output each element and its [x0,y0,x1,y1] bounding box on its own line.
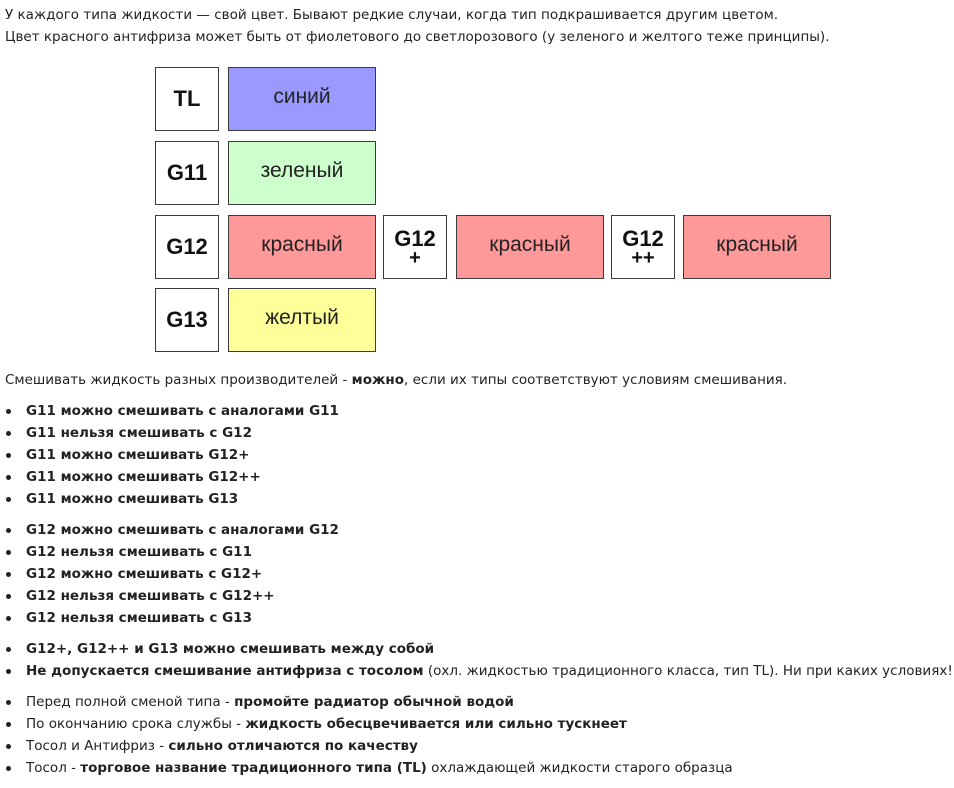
list-item: G11 можно смешивать G12+ [0,444,339,466]
tip-pre: По окончанию срока службы - [26,716,246,732]
color-label-g12plusplus: красный [716,233,798,256]
type-code-g12plus-label: G12 [394,226,436,251]
list-item [0,757,733,779]
list-item [0,660,953,682]
intro-line-1: У каждого типа жидкости — свой цвет. Бывают редкие случаи, когда тип подкрашивается другим цветом. [5,7,779,23]
tip-pre: Тосол - [26,760,81,776]
color-label-g13: желтый [265,306,339,329]
type-code-g13 [155,288,219,352]
tip-bold: промойте радиатор обычной водой [234,694,514,710]
list-item: G12 нельзя смешивать с G12++ [0,585,339,607]
list-item: G12 можно смешивать с аналогами G12 [0,519,339,541]
type-code-g11 [155,141,219,205]
color-swatch-g12 [228,215,376,279]
color-label-g12: красный [261,233,343,256]
tip-pre: Тосол и Антифриз - [26,738,169,754]
list-item [0,713,733,735]
color-swatch-tl [228,67,376,131]
tips-list [0,691,733,779]
mixing-pre: Смешивать жидкость разных производителей - [5,372,352,388]
tip-bold: сильно отличаются по качеству [168,738,418,754]
list-item-rest: (охл. жидкостью традиционного класса, тип TL). Ни при каких условиях! [423,663,953,679]
list-item: G12 можно смешивать с G12+ [0,563,339,585]
color-swatch-g12plusplus [683,215,831,279]
list-item: G11 можно смешивать G12++ [0,466,339,488]
g12-rules-list [0,519,339,629]
color-swatch-g13 [228,288,376,352]
intro-line-2: Цвет красного антифриза может быть от фиолетового до светлорозового (у зеленого и желтого теже принципы). [5,29,830,45]
type-code-g12plus [383,215,447,279]
type-code-tl [155,67,219,131]
type-code-g12plus-suffix: + [409,247,421,269]
list-item: G12 нельзя смешивать с G11 [0,541,339,563]
type-code-g11-label: G11 [166,160,208,185]
color-swatch-g12plus [456,215,604,279]
color-swatch-g11 [228,141,376,205]
type-code-g12-label: G12 [166,234,208,259]
misc-rules-list [0,638,953,682]
list-item: G11 можно смешивать G13 [0,488,339,510]
type-code-g13-label: G13 [166,307,208,332]
type-code-tl-label: TL [173,86,201,111]
list-item [0,691,733,713]
list-item: G11 можно смешивать с аналогами G11 [0,400,339,422]
type-code-g12plusplus-suffix: ++ [631,247,655,269]
list-item: G11 нельзя смешивать с G12 [0,422,339,444]
tip-bold: торговое название традиционного типа (TL) [80,760,427,776]
color-label-g12plus: красный [489,233,571,256]
mixing-paragraph [5,372,787,388]
type-code-g12 [155,215,219,279]
type-code-g12plusplus-label: G12 [622,226,664,251]
tip-bold: жидкость обесцвечивается или сильно тускнеет [245,716,627,732]
tip-post: охлаждающей жидкости старого образца [426,760,733,776]
tip-pre: Перед полной сменой типа - [26,694,235,710]
list-item-bold: Не допускается смешивание антифриза с тосолом [26,663,424,679]
list-item: G12+, G12++ и G13 можно смешивать между собой [0,638,953,660]
g11-rules-list [0,400,339,510]
color-label-g11: зеленый [260,159,344,182]
mixing-post: , если их типы соответствуют условиям смешивания. [404,372,788,388]
list-item: G12 нельзя смешивать с G13 [0,607,339,629]
type-code-g12plusplus [611,215,675,279]
mixing-bold: можно [351,372,405,388]
color-label-tl: синий [273,85,331,108]
list-item [0,735,733,757]
